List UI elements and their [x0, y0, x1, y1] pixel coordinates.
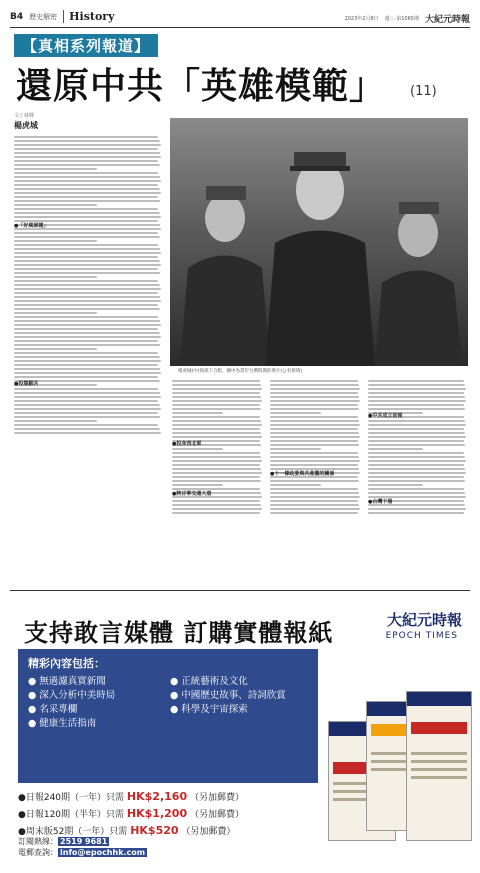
text-line	[14, 164, 160, 166]
text-line	[14, 324, 161, 326]
text-line	[270, 460, 360, 462]
text-line	[14, 360, 161, 362]
text-line	[172, 476, 260, 478]
text-line	[368, 392, 464, 394]
ad-logo-chinese: 大紀元時報	[386, 611, 462, 629]
sub-heading-7: ●台灣下場	[368, 499, 393, 505]
text-line	[270, 452, 358, 454]
text-line	[172, 464, 260, 466]
text-line	[14, 308, 160, 310]
text-line	[270, 500, 358, 502]
text-column-left	[14, 134, 164, 584]
text-line	[368, 480, 465, 482]
text-line	[172, 428, 260, 430]
text-line	[270, 484, 321, 486]
text-line	[14, 364, 158, 366]
subscription-ad	[10, 590, 470, 860]
text-line	[368, 464, 464, 466]
text-column-4	[368, 378, 468, 583]
text-lines	[14, 136, 164, 434]
text-line	[14, 424, 158, 426]
text-line	[14, 300, 161, 302]
text-line	[14, 400, 158, 402]
text-line	[14, 420, 97, 422]
text-line	[14, 372, 161, 374]
text-line	[14, 192, 161, 194]
historical-photo	[170, 118, 468, 366]
text-line	[368, 448, 423, 450]
text-line	[172, 432, 261, 434]
text-line	[14, 416, 160, 418]
text-line	[172, 436, 262, 438]
ad-items-left	[28, 675, 115, 731]
text-line	[368, 512, 464, 514]
text-line	[14, 332, 160, 334]
text-line	[14, 404, 160, 406]
ad-item: ● 健康生活指南	[28, 718, 97, 729]
text-line	[368, 472, 466, 474]
text-line	[270, 392, 358, 394]
text-line	[14, 396, 161, 398]
text-line	[270, 464, 358, 466]
text-line	[368, 460, 466, 462]
text-line	[14, 348, 97, 350]
issue-date: 2023年2月8日	[344, 16, 379, 22]
text-line	[368, 508, 466, 510]
ad-item: ● 名采專欄	[28, 704, 78, 715]
price-row: ●日報120期（半年）只需 HK$1,200 （另加郵費）	[18, 807, 244, 820]
series-tag: 【真相系列報道】	[14, 34, 158, 57]
text-line	[14, 312, 97, 314]
text-line	[270, 492, 359, 494]
text-line	[270, 496, 360, 498]
text-line	[14, 288, 161, 290]
text-line	[14, 172, 158, 174]
text-line	[14, 352, 158, 354]
text-line	[172, 456, 261, 458]
text-line	[14, 296, 160, 298]
text-line	[368, 440, 464, 442]
masthead-logo: 大紀元時報	[424, 15, 470, 25]
photo-figures	[170, 118, 468, 366]
episode-number: (11)	[410, 84, 437, 99]
text-line	[270, 504, 359, 506]
text-line	[14, 260, 160, 262]
ad-item: ● 中國歷史故事、詩詞欣賞	[170, 690, 286, 701]
text-line	[172, 460, 262, 462]
ad-prices	[18, 789, 244, 840]
text-line	[368, 488, 464, 490]
text-line	[270, 384, 359, 386]
text-line	[14, 268, 158, 270]
text-line	[270, 412, 321, 414]
text-line	[14, 368, 160, 370]
text-line	[368, 380, 464, 382]
issue-number: 週三·第1065期	[384, 16, 419, 22]
text-line	[14, 208, 158, 210]
text-line	[14, 328, 158, 330]
text-line	[14, 144, 161, 146]
text-line	[368, 468, 465, 470]
text-line	[368, 420, 465, 422]
price-row: ●周末版52期（一年）只需 HK$520 （另加郵費）	[18, 824, 236, 837]
text-line	[14, 344, 160, 346]
text-line	[368, 404, 464, 406]
byline: 文 / 林輝	[14, 113, 34, 119]
text-line	[14, 356, 160, 358]
text-line	[172, 504, 261, 506]
text-line	[172, 472, 262, 474]
sub-heading-5: ●十一條政委與共產黨的關係	[270, 471, 335, 477]
text-column-2	[172, 378, 264, 583]
text-line	[172, 380, 260, 382]
text-line	[270, 400, 360, 402]
text-line	[14, 216, 161, 218]
text-line	[368, 396, 465, 398]
text-line	[270, 428, 358, 430]
ad-items-right	[170, 675, 286, 717]
ad-logo-english: EPOCH TIMES	[385, 631, 458, 641]
text-line	[172, 392, 260, 394]
text-line	[14, 320, 160, 322]
sub-heading-6: ●中共成立前後	[368, 413, 403, 419]
text-line	[14, 148, 158, 150]
text-line	[14, 168, 97, 170]
text-line	[14, 340, 158, 342]
text-line	[14, 248, 160, 250]
text-line	[172, 408, 261, 410]
text-column-3	[270, 378, 362, 583]
phone-number[interactable]: 2519 9681	[60, 837, 108, 846]
text-line	[172, 448, 223, 450]
text-line	[368, 428, 464, 430]
sub-heading-3: ●投身西北軍	[172, 441, 202, 447]
text-line	[270, 512, 358, 514]
text-line	[270, 416, 358, 418]
text-line	[172, 416, 260, 418]
price-row: ●日報240期（一年）只需 HK$2,160 （另加郵費）	[18, 790, 244, 803]
text-line	[270, 436, 360, 438]
text-line	[14, 232, 158, 234]
text-line	[368, 444, 465, 446]
text-line	[172, 404, 260, 406]
text-line	[172, 424, 262, 426]
text-line	[368, 492, 465, 494]
text-line	[172, 396, 261, 398]
section-name: 歷史解密	[29, 12, 58, 21]
text-line	[368, 432, 465, 434]
ad-content-box	[18, 649, 318, 783]
text-line	[270, 432, 359, 434]
text-line	[368, 384, 465, 386]
ad-box-title: 精彩內容包括：	[28, 657, 105, 670]
text-line	[14, 156, 161, 158]
ad-item: ● 科學及宇宙探索	[170, 704, 248, 715]
text-line	[270, 488, 358, 490]
text-line	[368, 456, 465, 458]
sub-heading-2: ●投靠蘇共	[14, 381, 39, 387]
newspaper-images	[328, 691, 473, 856]
text-line	[14, 280, 158, 282]
text-line	[14, 292, 158, 294]
ad-item: ● 深入分析中美時局	[28, 690, 116, 701]
text-line	[14, 212, 160, 214]
text-line	[172, 388, 262, 390]
page-header	[10, 6, 470, 28]
header-left	[10, 10, 115, 23]
text-line	[368, 408, 465, 410]
article-title: 還原中共「英雄模範」	[16, 65, 387, 107]
text-line	[14, 176, 160, 178]
text-line	[270, 448, 321, 450]
text-line	[172, 452, 260, 454]
text-line	[270, 456, 359, 458]
text-line	[270, 444, 359, 446]
section-history: History	[63, 10, 114, 23]
text-line	[172, 500, 260, 502]
text-line	[270, 408, 359, 410]
text-line	[14, 304, 158, 306]
text-line	[368, 436, 466, 438]
text-line	[172, 420, 261, 422]
text-line	[14, 204, 97, 206]
text-line	[14, 188, 160, 190]
text-line	[172, 384, 261, 386]
text-line	[14, 316, 158, 318]
text-line	[172, 508, 262, 510]
text-line	[14, 284, 160, 286]
text-line	[172, 484, 223, 486]
text-line	[14, 184, 158, 186]
ad-item: ● 無過濾真實新聞	[28, 676, 106, 687]
text-line	[14, 196, 158, 198]
email-link[interactable]: info@epochhk.com	[60, 848, 146, 857]
text-line	[368, 452, 464, 454]
text-line	[172, 412, 223, 414]
text-line	[14, 272, 160, 274]
text-line	[270, 396, 359, 398]
text-line	[270, 380, 358, 382]
text-line	[14, 200, 160, 202]
text-line	[14, 256, 158, 258]
sub-heading-4: ●陝甘寧交通大道	[172, 491, 212, 497]
text-line	[368, 476, 464, 478]
text-line	[14, 412, 158, 414]
text-line	[14, 244, 158, 246]
text-line	[14, 428, 160, 430]
text-line	[14, 392, 160, 394]
text-line	[14, 152, 160, 154]
text-line	[368, 424, 466, 426]
text-line	[270, 420, 359, 422]
sub-heading-1: ●「好風軍閥」	[14, 223, 49, 229]
text-line	[172, 468, 261, 470]
text-line	[368, 484, 423, 486]
text-line	[14, 388, 158, 390]
text-line	[172, 512, 260, 514]
text-line	[270, 440, 358, 442]
text-line	[368, 400, 466, 402]
photo-caption: 楊虎城(中)與部下合影，圖中為當年台灣時期的照片(公有領域)	[178, 369, 303, 374]
text-line	[270, 508, 360, 510]
text-line	[368, 388, 466, 390]
ad-title: 支持敢言媒體 訂購實體報紙	[24, 618, 334, 647]
author-name: 楊虎城	[14, 121, 38, 130]
ad-contact: 訂閱熱線： 2519 9681 電郵查詢： info@epochhk.com	[18, 837, 146, 857]
ad-item: ● 正統藝術及文化	[170, 676, 248, 687]
text-line	[14, 160, 158, 162]
page-number: B4	[10, 11, 24, 22]
text-line	[14, 136, 158, 138]
text-line	[14, 140, 160, 142]
text-line	[14, 408, 161, 410]
text-line	[14, 336, 161, 338]
text-line	[270, 404, 358, 406]
header-right	[345, 12, 470, 25]
text-line	[14, 180, 161, 182]
text-line	[14, 376, 158, 378]
text-line	[14, 264, 161, 266]
text-line	[14, 240, 97, 242]
text-line	[270, 388, 360, 390]
text-line	[172, 480, 261, 482]
text-line	[172, 400, 262, 402]
text-line	[14, 276, 97, 278]
text-line	[270, 480, 359, 482]
text-line	[14, 432, 161, 434]
text-line	[270, 424, 360, 426]
text-line	[14, 236, 160, 238]
text-line	[14, 252, 161, 254]
